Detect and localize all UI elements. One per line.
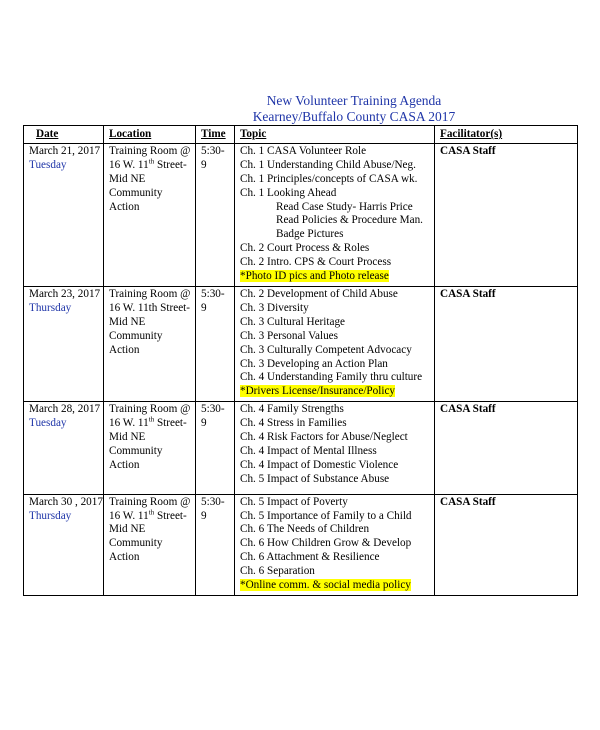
topic-cell	[235, 143, 435, 286]
header-facilitator: Facilitator(s)	[435, 126, 578, 144]
location-line: Action	[109, 458, 140, 471]
location-line: 16 W. 11th Street-	[109, 301, 190, 314]
topic-item: Ch. 5 Importance of Family to a Child	[240, 509, 412, 522]
location-line: Community	[109, 537, 163, 550]
topic-item: Ch. 1 CASA Volunteer Role	[240, 144, 367, 157]
facilitator-cell: CASA Staff	[435, 286, 578, 401]
location-line: 16 W. 11th Street-	[109, 157, 187, 171]
location-line: Training Room @	[109, 287, 191, 300]
session-date: March 28, 2017	[29, 403, 101, 416]
facilitator-cell: CASA Staff	[435, 494, 578, 595]
session-day: Thursday	[29, 509, 72, 522]
topic-item: Ch. 6 Separation	[240, 565, 315, 578]
topic-cell	[235, 286, 435, 401]
location-line: Training Room @	[109, 403, 191, 416]
topic-item: Ch. 4 Stress in Families	[240, 417, 347, 430]
location-line: Community	[109, 329, 163, 342]
agenda-title: New Volunteer Training Agenda	[266, 93, 442, 108]
session-date: March 21, 2017	[29, 144, 101, 157]
location-line: 16 W. 11th Street-	[109, 507, 187, 522]
session-day: Tuesday	[29, 417, 67, 430]
session-day: Tuesday	[29, 158, 67, 171]
location-cell	[104, 494, 196, 595]
topic-item: Ch. 3 Diversity	[240, 301, 309, 314]
location-line: Training Room @	[109, 495, 191, 508]
table-row	[24, 286, 578, 401]
topic-item: Ch. 4 Impact of Domestic Violence	[240, 458, 399, 471]
highlighted-note: *Photo ID pics and Photo release	[240, 270, 389, 283]
location-cell	[104, 143, 196, 286]
time-cell: 5:30-9	[196, 286, 235, 401]
topic-item: Ch. 3 Cultural Heritage	[240, 315, 346, 328]
topic-item: Ch. 1 Principles/concepts of CASA wk.	[240, 172, 418, 185]
location-line: Community	[109, 186, 163, 199]
topic-item: Ch. 2 Court Process & Roles	[240, 242, 370, 255]
location-line: Mid NE	[109, 315, 146, 328]
topic-item: Ch. 6 Attachment & Resilience	[240, 551, 380, 564]
topic-subitem: Read Policies & Procedure Man.	[276, 214, 423, 227]
header-topic: Topic	[235, 126, 435, 144]
time-cell: 5:30- 9	[196, 494, 235, 595]
topic-item: Ch. 4 Risk Factors for Abuse/Neglect	[240, 431, 408, 444]
topic-item: Ch. 2 Intro. CPS & Court Process	[240, 256, 392, 269]
agenda-subtitle: Kearney/Buffalo County CASA 2017	[252, 109, 456, 124]
highlighted-note: *Online comm. & social media policy	[240, 579, 411, 592]
topic-item: Ch. 2 Development of Child Abuse	[240, 287, 398, 300]
topic-item: Ch. 5 Impact of Poverty	[240, 495, 348, 508]
topic-item: Ch. 6 The Needs of Children	[240, 523, 370, 536]
table-row	[24, 494, 578, 595]
location-line: Training Room @	[109, 144, 191, 157]
date-cell	[24, 402, 104, 494]
header-location: Location	[104, 126, 196, 144]
location-line: 16 W. 11th Street-	[109, 415, 187, 430]
topic-item: Ch. 3 Culturally Competent Advocacy	[240, 343, 412, 356]
session-day: Thursday	[29, 301, 72, 314]
header-date: Date	[24, 126, 104, 144]
date-cell	[24, 143, 104, 286]
highlighted-note: *Drivers License/Insurance/Policy	[240, 385, 396, 398]
date-cell	[24, 494, 104, 595]
topic-cell	[235, 494, 435, 595]
table-row	[24, 143, 578, 286]
session-date: March 23, 2017	[29, 287, 101, 300]
topic-item: Ch. 3 Personal Values	[240, 329, 338, 342]
topic-item: Ch. 6 How Children Grow & Develop	[240, 537, 412, 550]
facilitator-cell: CASA Staff	[435, 143, 578, 286]
topic-item: Ch. 4 Family Strengths	[240, 403, 344, 416]
topic-item: Ch. 5 Impact of Substance Abuse	[240, 472, 390, 485]
session-date: March 30 , 2017	[29, 495, 103, 508]
location-line: Mid NE	[109, 172, 146, 185]
location-cell	[104, 286, 196, 401]
facilitator-cell: CASA Staff	[435, 402, 578, 494]
location-line: Action	[109, 200, 140, 213]
topic-item: Ch. 4 Impact of Mental Illness	[240, 444, 377, 457]
time-cell: 5:30-9	[196, 143, 235, 286]
location-cell	[104, 402, 196, 494]
topic-subitem: Read Case Study- Harris Price	[276, 200, 413, 213]
table-header-row	[24, 126, 578, 144]
table-row	[24, 402, 578, 494]
topic-subitem: Badge Pictures	[276, 228, 344, 241]
agenda-table	[23, 125, 578, 596]
location-line: Mid NE	[109, 431, 146, 444]
topic-item: Ch. 3 Developing an Action Plan	[240, 357, 388, 370]
topic-item: Ch. 4 Understanding Family thru culture	[240, 371, 423, 384]
date-cell	[24, 286, 104, 401]
topic-item: Ch. 1 Looking Ahead	[240, 186, 337, 199]
location-line: Action	[109, 551, 140, 564]
time-cell: 5:30- 9	[196, 402, 235, 494]
location-line: Community	[109, 444, 163, 457]
topic-cell	[235, 402, 435, 494]
location-line: Mid NE	[109, 523, 146, 536]
location-line: Action	[109, 343, 140, 356]
topic-item: Ch. 1 Understanding Child Abuse/Neg.	[240, 158, 416, 171]
header-time: Time	[196, 126, 235, 144]
